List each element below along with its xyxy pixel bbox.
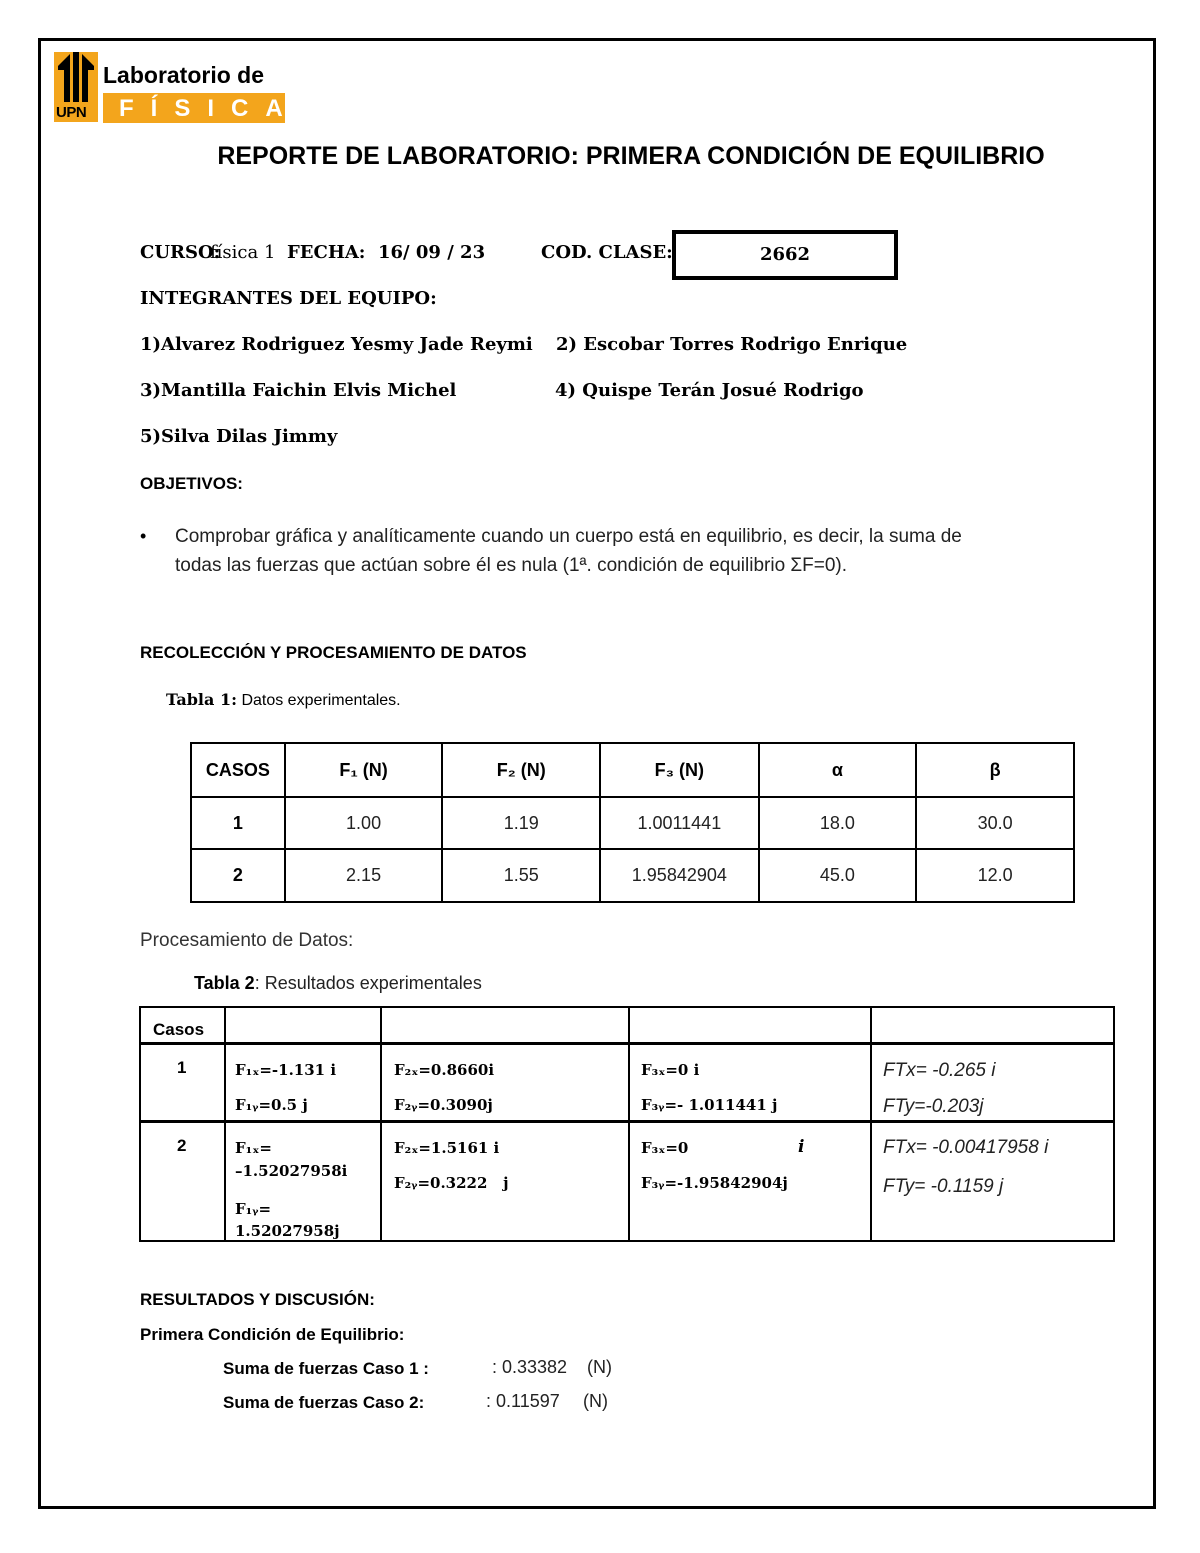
procesamiento-label: Procesamiento de Datos: [140, 930, 354, 951]
table-cell: 1.95842904 [600, 849, 758, 902]
member-5: 5)Silva Dilas Jimmy [140, 426, 338, 447]
table-cell: 1.55 [442, 849, 600, 902]
table-cell: 1.19 [442, 797, 600, 849]
tabla2-r1-c1a: F₁ₓ=-1.131 i [235, 1061, 337, 1079]
tabla2-r2-c1b: –1.52027958i [235, 1162, 348, 1180]
table-cell: 2 [191, 849, 285, 902]
tabla1-header: F₁ (N) [285, 743, 443, 797]
tabla1-header-row [191, 743, 1074, 797]
tabla2-row1-caso: 1 [177, 1058, 187, 1077]
objetivo-line-2: todas las fuerzas que actúan sobre él es nula (1ª. condición de equilibrio ΣF=0). [175, 555, 848, 576]
tabla2-r2-c1d: 1.52027958j [235, 1222, 340, 1240]
logo-lab-text: Laboratorio de [103, 62, 265, 88]
member-2: 2) Escobar Torres Rodrigo Enrique [556, 334, 908, 355]
suma-caso1-unit: (N) [587, 1357, 612, 1377]
suma-caso2-label: Suma de fuerzas Caso 2: [223, 1393, 425, 1412]
tabla2-caption-bold: Tabla 2 [194, 973, 255, 993]
table-cell: 12.0 [916, 849, 1074, 902]
member-3: 3)Mantilla Faichin Elvis Michel [140, 380, 457, 401]
tabla2-r2-c1a: F₁ₓ= [235, 1139, 272, 1157]
tabla2-r1-c2b: F₂ᵧ=0.3090j [394, 1096, 493, 1114]
table-row [191, 797, 1074, 849]
tabla2-header-casos: Casos [153, 1020, 205, 1039]
tabla2-r2-c1c: F₁ᵧ= [235, 1200, 272, 1218]
curso-label: CURSO: [140, 242, 221, 263]
fecha-value: 16/ 09 / 23 [378, 242, 486, 263]
tabla1-caption-bold: Tabla 1: [166, 690, 237, 709]
page-title: REPORTE DE LABORATORIO: PRIMERA CONDICIÓN DE EQUILIBRIO [217, 142, 1045, 170]
table-row [191, 849, 1074, 902]
tabla2-r2-c2a: F₂ₓ=1.5161 i [394, 1139, 500, 1157]
suma-caso1-label: Suma de fuerzas Caso 1 : [223, 1359, 429, 1378]
tabla1-header: β [916, 743, 1074, 797]
cod-clase-value: 2662 [672, 230, 898, 280]
table-cell: 45.0 [759, 849, 917, 902]
tabla1-header: F₃ (N) [600, 743, 758, 797]
tabla2-r2-c4b: FTy= -0.1159 j [883, 1176, 1004, 1197]
tabla1 [190, 742, 1075, 903]
tabla2-r1-c4a: FTx= -0.265 i [883, 1060, 996, 1081]
bullet-icon: • [140, 526, 147, 546]
table-cell: 30.0 [916, 797, 1074, 849]
cod-clase-label: COD. CLASE: [541, 242, 673, 263]
tabla2-r1-c3b: F₃ᵧ=- 1.011441 j [641, 1096, 778, 1114]
tabla2-r2-c4a: FTx= -0.00417958 i [883, 1137, 1049, 1158]
logo-upn-text: UPN [56, 104, 87, 121]
resultados-label: RESULTADOS Y DISCUSIÓN: [140, 1290, 375, 1309]
curso-value: física 1 [210, 242, 276, 263]
suma-caso2-unit: (N) [583, 1391, 608, 1411]
fecha-label: FECHA: [287, 242, 366, 263]
tabla1-caption-text: Datos experimentales. [241, 692, 401, 709]
member-1: 1)Alvarez Rodriguez Yesmy Jade Reymi [140, 334, 533, 355]
table-cell: 1 [191, 797, 285, 849]
tabla2-caption [194, 973, 482, 994]
tabla1-header: α [759, 743, 917, 797]
tabla1-caption [166, 690, 401, 710]
tabla2 [139, 1006, 1115, 1242]
tabla2-r1-c1b: F₁ᵧ=0.5 j [235, 1096, 308, 1114]
tabla2-r2-c2b: F₂ᵧ=0.3222 j [394, 1174, 509, 1192]
objetivos-label: OBJETIVOS: [140, 474, 243, 493]
resultados-sub: Primera Condición de Equilibrio: [140, 1325, 405, 1344]
tabla2-r1-c3a: F₃ₓ=0 i [641, 1061, 700, 1079]
recoleccion-label: RECOLECCIÓN Y PROCESAMIENTO DE DATOS [140, 643, 527, 662]
suma-caso2-value: : 0.11597 [486, 1391, 560, 1411]
tabla2-r2-c3a: F₃ₓ=0 [641, 1139, 689, 1157]
tabla2-r1-c4b: FTy=-0.203j [883, 1096, 984, 1117]
table-cell: 2.15 [285, 849, 443, 902]
tabla2-r2-c3b: F₃ᵧ=-1.95842904j [641, 1174, 788, 1192]
logo-fisica-text: FÍSICA [103, 93, 285, 123]
table-cell: 1.0011441 [600, 797, 758, 849]
tabla2-caption-text: : Resultados experimentales [254, 973, 482, 993]
integrantes-label: INTEGRANTES DEL EQUIPO: [140, 288, 437, 309]
tabla1-header: CASOS [191, 743, 285, 797]
tabla2-row2-caso: 2 [177, 1136, 187, 1155]
table-cell: 1.00 [285, 797, 443, 849]
tabla1-header: F₂ (N) [442, 743, 600, 797]
objetivo-line-1: Comprobar gráfica y analíticamente cuando un cuerpo está en equilibrio, es decir, la suma de [175, 526, 962, 547]
arrow-up-icon [54, 52, 98, 102]
tabla2-r2-c3i: i [798, 1137, 805, 1157]
table-cell: 18.0 [759, 797, 917, 849]
tabla2-r1-c2a: F₂ₓ=0.8660i [394, 1061, 495, 1079]
member-4: 4) Quispe Terán Josué Rodrigo [555, 380, 864, 401]
suma-caso1-value: : 0.33382 [492, 1357, 568, 1377]
